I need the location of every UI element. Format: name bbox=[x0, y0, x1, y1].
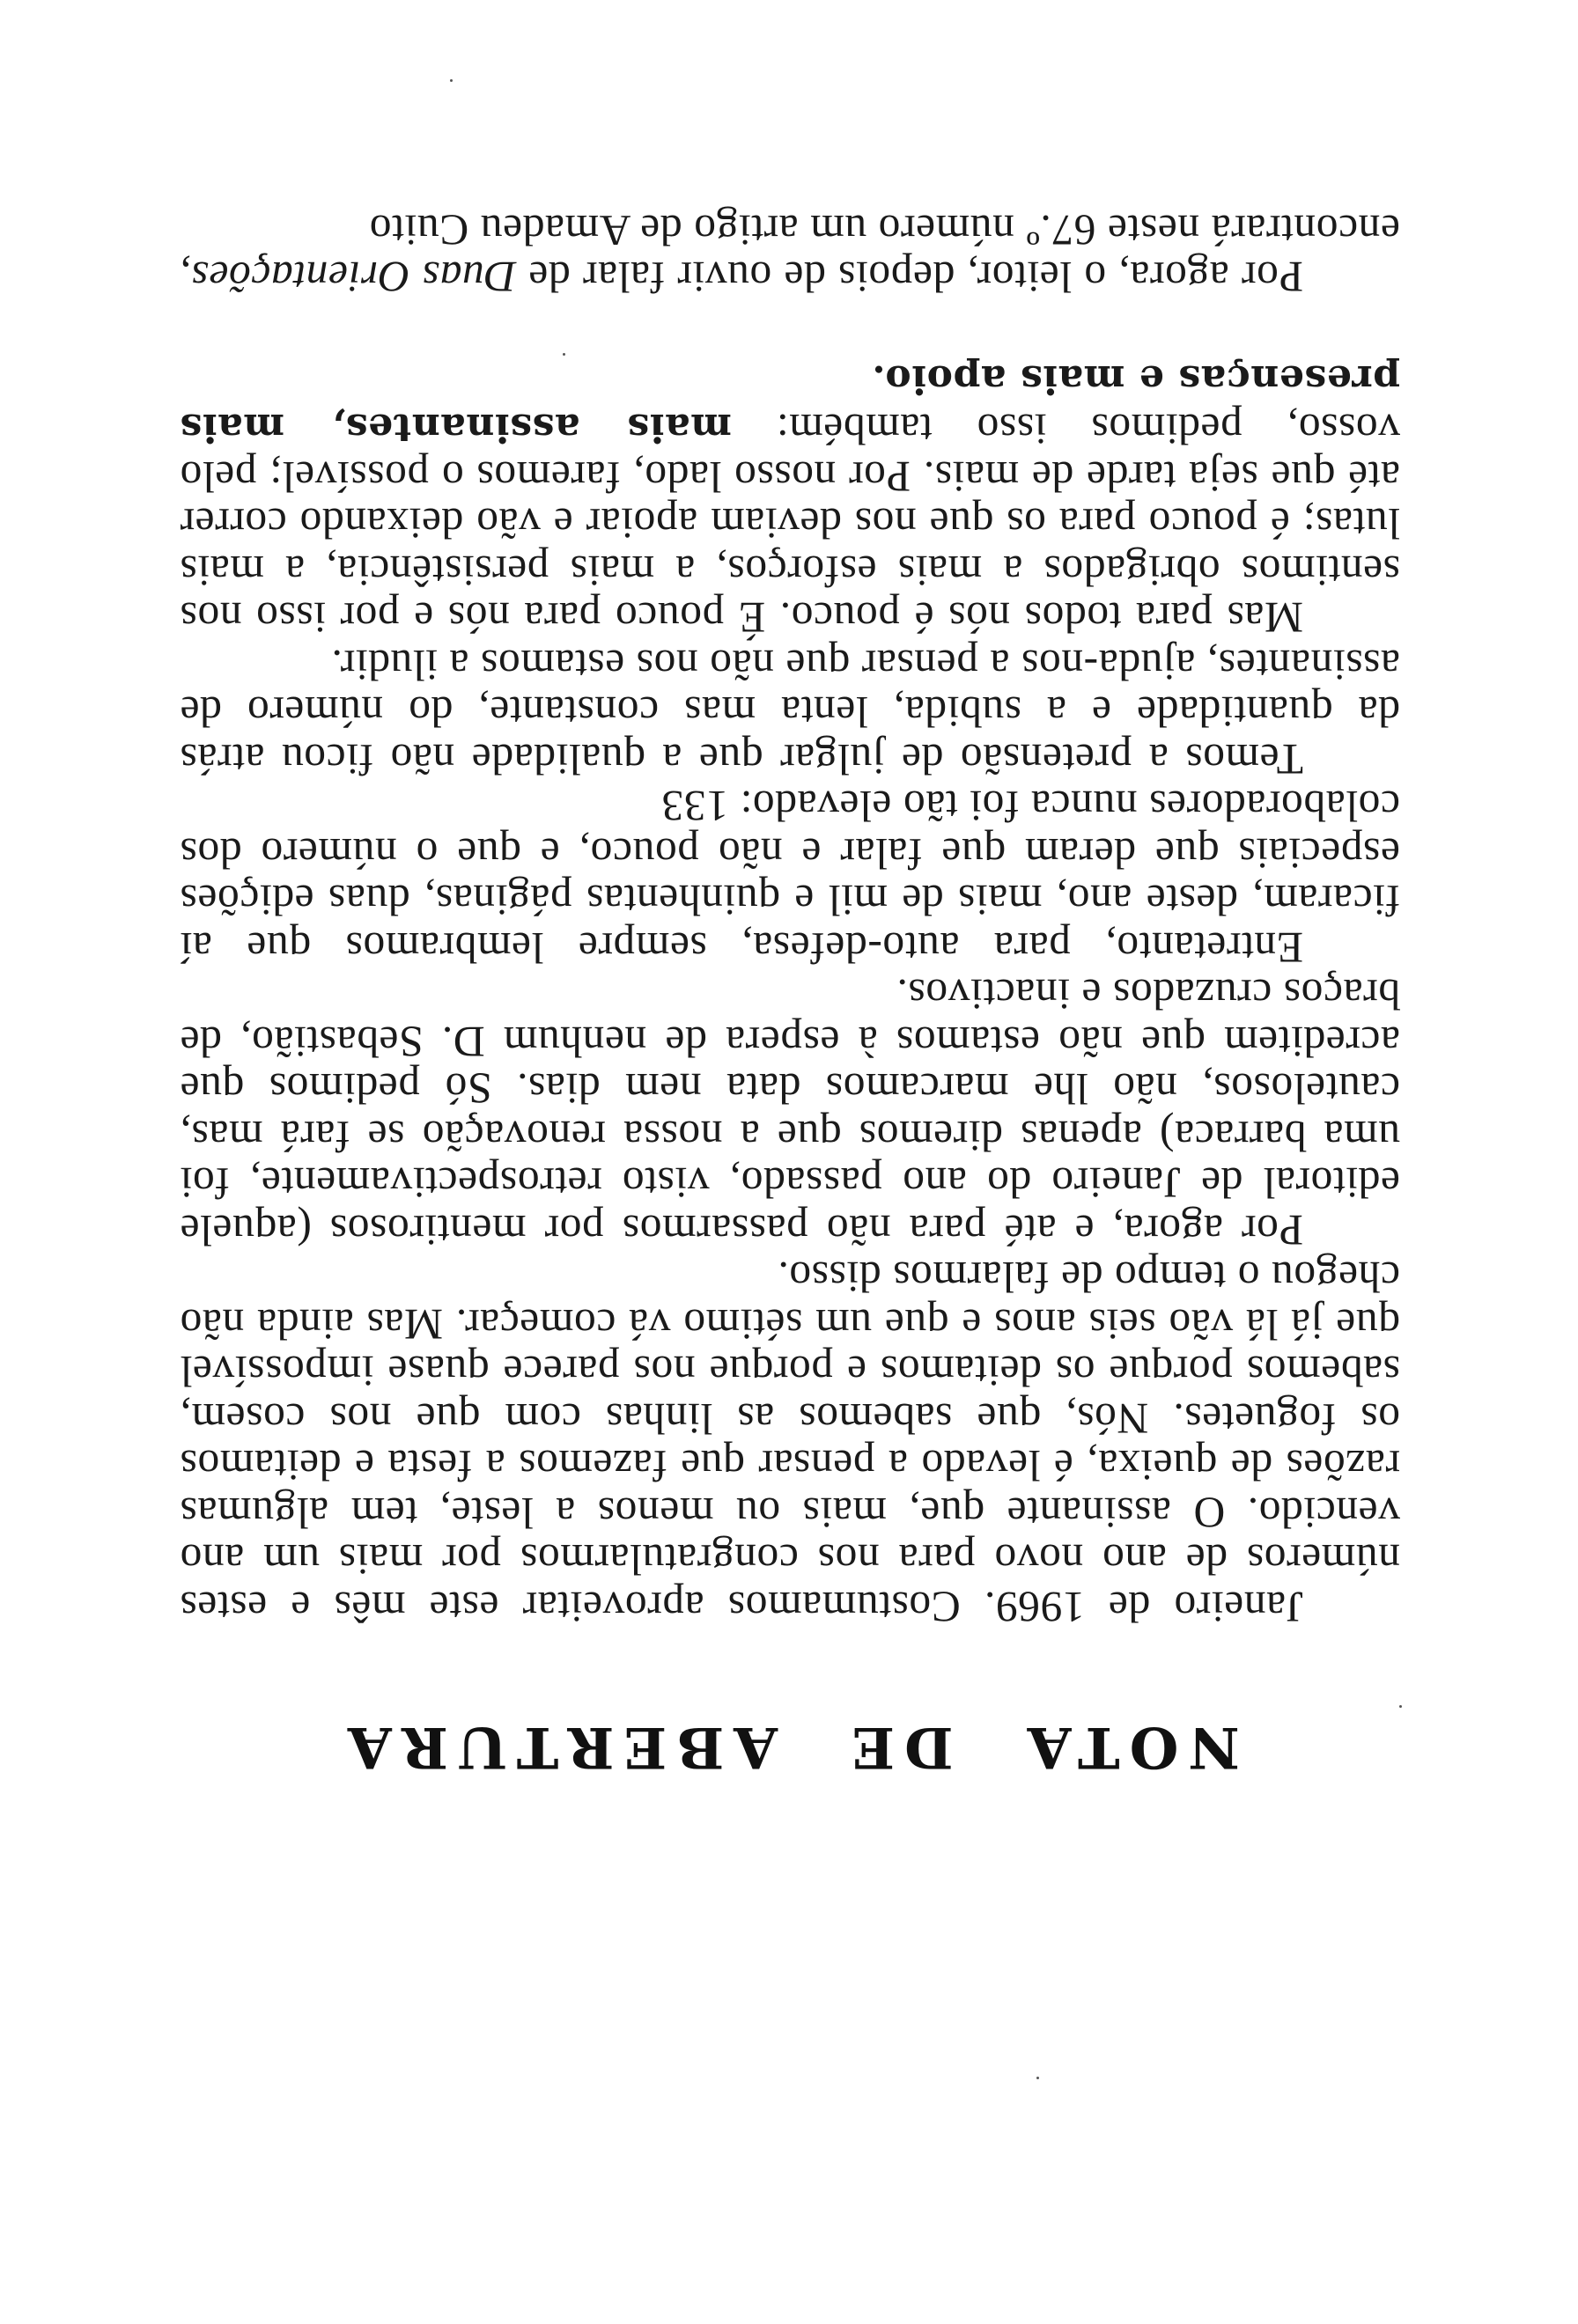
paragraph-6-text: Por agora, o leitor, depois de ouvir falar de bbox=[527, 253, 1303, 302]
paragraph-1: Janeiro de 1969. Costumamos aproveitar este mês e estes números de ano novo para nos congratularmos por mais um ano vencido. O assinante que, mais ou menos a leste, tem algumas razões de queixa, é levado a pensar que fazemos a festa e deitamos os foguetes. Nós, que sabemos as linhas com que nos cosem, sabemos porque os deitamos e porque nos parece quase impossível que já lá vão seis anos e que um sétimo vá começar. Mas ainda não chegou o tempo de falarmos disso. bbox=[180, 1253, 1400, 1631]
paragraph-6-end: , encontrará neste 67.º número um artigo de Amadeu Cuito bbox=[180, 206, 1400, 302]
scan-speck bbox=[1036, 2077, 1039, 2079]
paragraph-3: Entretanto, para auto-defesa, sempre lembramos que aí ficaram, deste ano, mais de mil e quinhentas páginas, duas edições especiais que deram que falar e não pouco, e que o número dos colaboradores nunca foi tão elevado: 133 bbox=[180, 782, 1400, 972]
paragraph-5-text: Mas para todos nós é pouco. É pouco para nós e por isso nos sentimos obrigados a mais esforços, a mais persistência, a mais lutas; é pouco para os que nos deviam apoiar e vão deixando correr até que seja tarde de mais. Por nosso lado, faremos o possível; pelo vosso, pedimos isso também: bbox=[180, 405, 1400, 643]
page-title: NOTA DE ABERTURA bbox=[338, 1714, 1240, 1780]
paragraph-gap bbox=[180, 301, 1400, 356]
scan-speck bbox=[563, 353, 565, 356]
paragraph-6-italic: Duas Orientações bbox=[191, 253, 517, 302]
article-body bbox=[180, 207, 1400, 1631]
paragraph-5 bbox=[180, 356, 1400, 642]
paragraph-5-bold: mais assinantes, mais presenças e mais apoio. bbox=[180, 357, 1400, 451]
paragraph-6 bbox=[180, 207, 1400, 301]
scan-speck bbox=[450, 79, 453, 82]
scan-speck bbox=[1399, 1705, 1402, 1708]
paragraph-4: Temos a pretensão de julgar que a qualidade não ficou atrás da quantidade e a subida, lenta mas constante, do número de assinantes, ajuda-nos a pensar que não nos estamos a iludir. bbox=[180, 641, 1400, 783]
paragraph-2: Por agora, e até para não passarmos por mentirosos (aquele editoral de Janeiro do ano passado, visto retrospectivamente, foi uma barraca) apenas diremos que a nossa renovação se fará mas, cautelosos, não lhe marcamos data nem dias. Só pedimos que acreditem que não estamos à espera de nenhum D. Sebastião, de braços cruzados e inactivos. bbox=[180, 970, 1400, 1254]
